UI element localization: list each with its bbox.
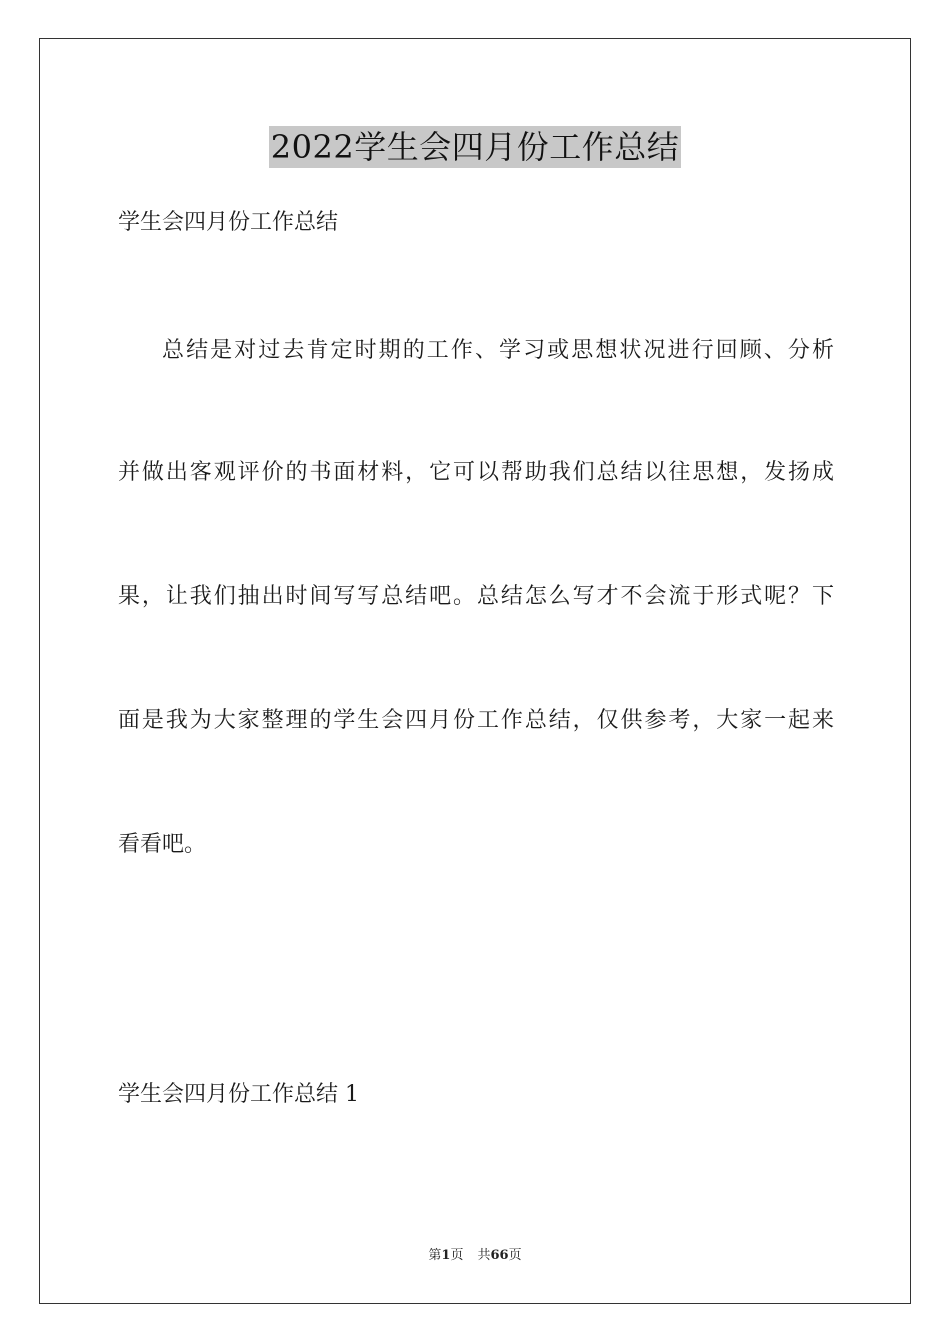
footer-page-prefix: 第 [428,1248,442,1263]
paragraph-line: 看看吧。 [118,832,207,857]
title-container [0,126,950,168]
paragraph-line: 果，让我们抽出时间写写总结吧。总结怎么写才不会流于形式呢？下 [118,584,834,609]
footer-total-prefix: 共 [477,1248,491,1263]
paragraph-line: 总结是对过去肯定时期的工作、学习或思想状况进行回顾、分析 [162,338,834,363]
footer-page-suffix: 页 [450,1248,464,1263]
document-title: 2022学生会四月份工作总结 [270,128,680,166]
page-footer [0,1247,950,1265]
document-subtitle: 学生会四月份工作总结 [118,210,339,235]
footer-total-pages: 66 [490,1248,509,1263]
paragraph-line: 并做出客观评价的书面材料，它可以帮助我们总结以往思想，发扬成 [118,460,834,485]
footer-page-number: 1 [441,1248,451,1263]
footer-total-suffix: 页 [508,1248,522,1263]
section-heading: 学生会四月份工作总结 1 [118,1082,359,1107]
paragraph-line: 面是我为大家整理的学生会四月份工作总结，仅供参考，大家一起来 [118,708,834,733]
